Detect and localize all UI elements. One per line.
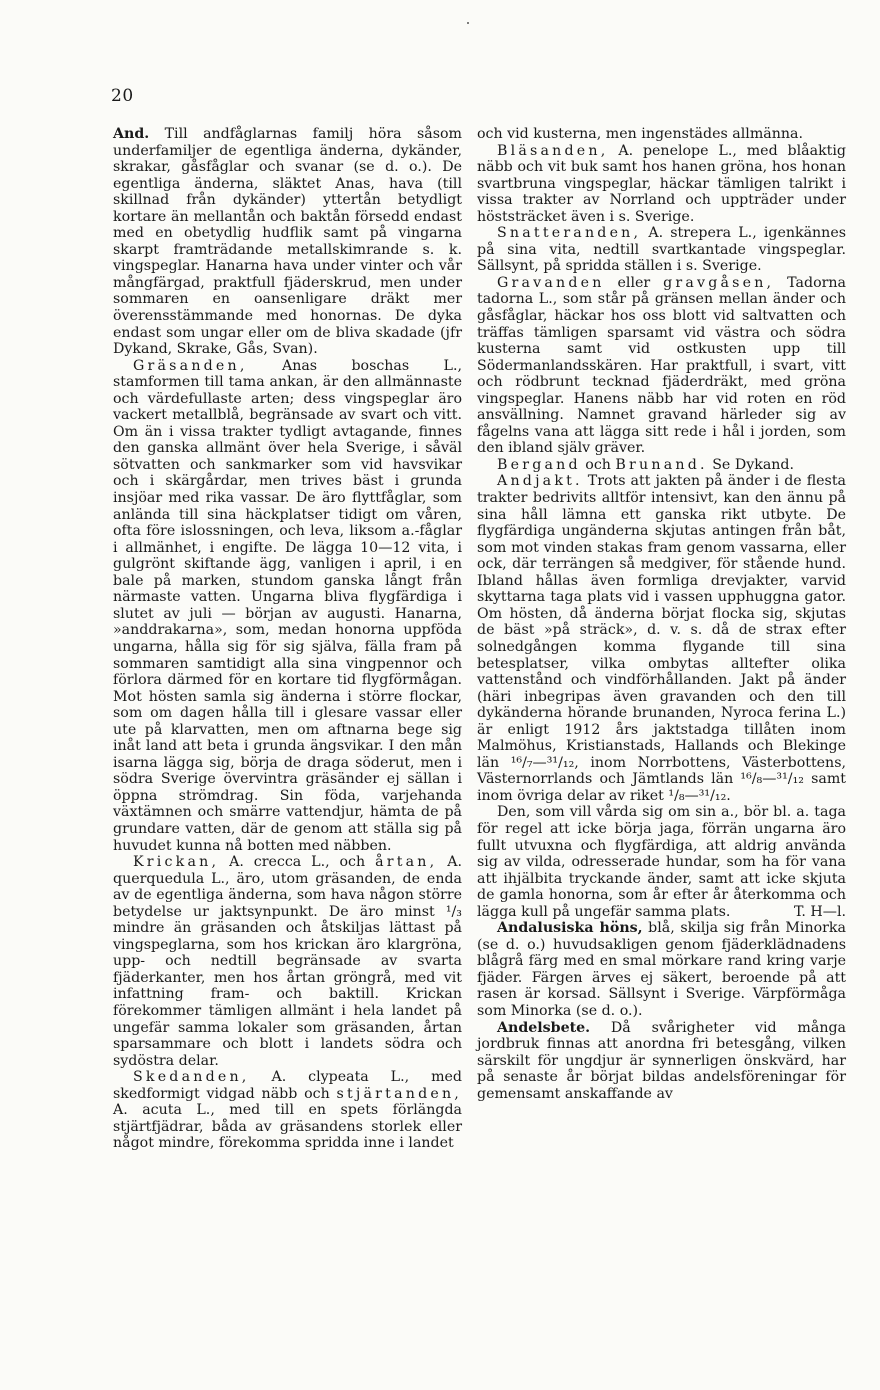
paragraph-text: A. crecca L., och (219, 854, 376, 871)
paragraph-text: Trots att jakten på änder i de flesta trakter bedrivits alltför intensivt, kan den ännu på sina håll lämna ett ganska rikt utbyte. De flygfärdiga ungänderna skjutas antingen från båt, som mot vinden stakas fram genom vassarna, eller ock, där terrängen så medgiver, för stående hund. Ibland hållas även formliga drevjakter, varvid skyttarna taga plats vid i vassen upphuggna gator. Om hösten, då änderna börjat flocka sig, skjutas de bäst »på sträck», d. v. s. då de strax efter solnedgången komma flygande till sina betesplatser, vilka ombytas alltefter olika vattenstånd och vindförhållanden. Jakt på änder (häri inbegripas även gravanden och den till dykänderna hörande brunanden, Nyroca ferina L.) är enligt 1912 års jaktstadga tillåten inom Malmöhus, Kristianstads, Hallands och Blekinge län ¹⁶/₇—³¹/₁₂, inom Norrbottens, Västerbottens, Västernorrlands och Jämtlands län ¹⁶/₈—³¹/₁₂ samt inom övriga delar av riket ¹/₈—³¹/₁₂. (477, 473, 846, 804)
paragraph-text: Anas boschas L., stamformen till tama ankan, är den allmännaste och värdefullaste arten; dess vingspeglar äro vackert metallblå, begränsade av svart och vitt. Om än i vissa trakter tydligt avtagande, finnes den ganska allmänt över hela Sverige, i såväl sötvatten och sankmarker som vid havsvikar och i skärgårdar, men trives bäst i grunda insjöar med rika vassar. De äro flyttfåglar, som anlända till sina häckplatser tidigt om våren, ofta före islossningen, och leva, liksom a.-fåglar i allmänhet, i engifte. De lägga 10—12 vita, i gulgrönt skiftande ägg, vanligen i april, i en bale på marken, stundom ganska långt från närmaste vatten. Ungarna bliva flygfärdiga i slutet av juli — början av augusti. Hanarna, »anddrakarna», som, medan honorna uppföda ungarna, hålla sig för sig själva, fälla fram på sommaren samtidigt alla sina vingpennor och förlora därmed för en kortare tid flygförmågan. Mot hösten samla sig änderna i större flockar, som om dagen hålla till i glesare vassar eller ute på klarvatten, men om aftnarna bege sig inåt land att beta i grunda ängsvikar. I den mån isarna lägga sig, börja de draga söderut, men i södra Sverige övervintra gräsänder ej sällan i öppna strömdrag. Sin föda, varjehanda växtämnen och smärre vattendjur, hämta de på grundare vatten, där de genom att ställa sig på huvudet kunna nå botten med näbben. (113, 357, 462, 854)
spaced-term: stjärtanden, (336, 1085, 462, 1102)
paragraph-text: Till andfåglarnas familj höra såsom underfamiljer de egentliga änderna, dykänder, skrakar, gåsfåglar och svanar (se d. o.). De egentliga änderna, släktet Anas, hava (till skillnad från dykänder) yttertån betydligt kortare än mellantån och baktån försedd endast med en obetydlig hudflik samt på vingarna skarpt framträdande metallskimrande s. k. vingspeglar. Hanarna hava under vinter och vår mångfärgad, praktfull fjäderskrud, men under sommaren en oansenligare dräkt mer överensstämmande med honornas. De dyka endast som ungar eller om de bliva skadade (jfr Dykand, Skrake, Gås, Svan). (113, 126, 462, 358)
entry-heading: Andelsbete. (497, 1019, 591, 1036)
spaced-term: Gravanden (497, 274, 605, 291)
paragraph-text: Den, som vill vårda sig om sin a., bör bl. a. taga för regel att icke börja jaga, förrän ungarna äro fullt utvuxna och flygfärdiga, att aldrig använda sig av vilda, odresserade hundar, som ha för vana att ihjälbita tryckande änder, samt att icke skjuta de gamla honorna, som år efter år återkomma och lägga kull på ungefär samma plats. (477, 804, 846, 920)
paragraph (477, 1020, 846, 1103)
paragraph-text: Då svårigheter vid många jordbruk finnas att anordna fri betesgång, vilken särskilt för ungdjur är synnerligen önskvärd, har på senaste år börjat bildas andelsföreningar för gemensamt anskaffande av (477, 1019, 846, 1102)
paragraph-text: och vid kusterna, men ingenstädes allmänna. (477, 126, 803, 142)
spaced-term: Bergand (497, 456, 581, 473)
paragraph (113, 1069, 462, 1152)
paragraph-text: eller (604, 274, 664, 291)
left-column (113, 126, 462, 1152)
paragraph (477, 473, 846, 804)
paragraph (477, 457, 846, 474)
paragraph (477, 275, 846, 457)
paragraph (113, 854, 462, 1069)
spaced-term: Snatteranden, (497, 225, 642, 242)
spaced-term: Krickan, (133, 854, 220, 871)
paragraph-text: A. strepera L., igenkännes på sina vita, nedtill svartkantade vingspeglar. Sällsynt, på spridda ställen i s. Sverige. (477, 225, 846, 275)
paragraph (477, 126, 846, 143)
paragraph-text: Tadorna tadorna L., som står på gränsen mellan änder och gåsfåglar, häckar hos oss blott vid saltvatten och träffas tämligen sparsamt vid västra och södra kusterna samt vid ostkusten upp till Södermanlandsskären. Har praktfull, i svart, vitt och rödbrunt tecknad fjäderdräkt, med gröna vingspeglar. Hanens näbb har vid roten en röd ansvällning. Namnet gravand härleder sig av fågelns vana att lägga sitt rede i hål i jorden, som den ibland själv gräver. (477, 274, 846, 457)
paragraph (113, 358, 462, 854)
scan-speck (467, 22, 469, 24)
author-signature: T. H—l. (793, 903, 846, 920)
spaced-term: årtan, (375, 854, 438, 871)
paragraph-text: A. clypeata L., med skedformigt vidgad näbb och (113, 1069, 462, 1102)
spaced-term: Gräsanden, (133, 357, 248, 374)
paragraph-text: A. penelope L., med blåaktig näbb och vit buk samt hos hanen gröna, hos honan svartbruna vingspeglar, häckar tämligen talrikt i vissa trakter av Norrland och uppträder under höststräcket även i s. Sverige. (477, 142, 846, 225)
spaced-term: gravgåsen, (663, 274, 775, 291)
paragraph-text: blå, skilja sig från Minorka (se d. o.) huvudsakligen genom fjäderklädnadens blågrå färg med en smal mörkare rand kring varje fjäder. Färgen ärves ej säkert, beroende på att rasen är korsad. Sällsynt i Sverige. Värpförmåga som Minorka (se d. o.). (477, 920, 846, 1019)
spaced-term: Brunand. (615, 456, 708, 473)
spaced-term: Skedanden, (133, 1069, 250, 1086)
paragraph-text: och (580, 456, 616, 473)
spaced-term: Bläsanden, (497, 142, 609, 159)
right-column (477, 126, 846, 1102)
paragraph-text: A. acuta L., med till en spets förlängda stjärtfjädrar, båda av gräsandens storlek eller något mindre, förekomma spridda inne i landet (113, 1102, 462, 1152)
paragraph (477, 804, 846, 920)
paragraph (477, 225, 846, 275)
paragraph-text: A. querquedula L., äro, utom gräsanden, de enda av de egentliga änderna, som hava någon större betydelse ur jaktsynpunkt. De äro minst ¹/₃ mindre än gräsanden och åtskiljas lättast på vingspeglarna, som hos krickan äro klargröna, upp- och nedtill begränsade av svarta fjäderkanter, men hos årtan gröngrå, med vit infattning fram- och baktill. Krickan förekommer tämligen allmänt i hela landet på ungefär samma lokaler som gräsanden, årtan sparsammare och blott i landets södra och sydöstra delar. (113, 854, 462, 1069)
entry-heading: Andalusiska höns, (497, 920, 643, 937)
spaced-term: Andjakt. (497, 473, 583, 490)
page-number: 20 (111, 86, 134, 106)
paragraph-text: Se Dykand. (707, 456, 795, 473)
entry-heading: And. (113, 126, 150, 142)
paragraph (477, 920, 846, 1019)
paragraph (477, 143, 846, 226)
paragraph (113, 126, 462, 358)
